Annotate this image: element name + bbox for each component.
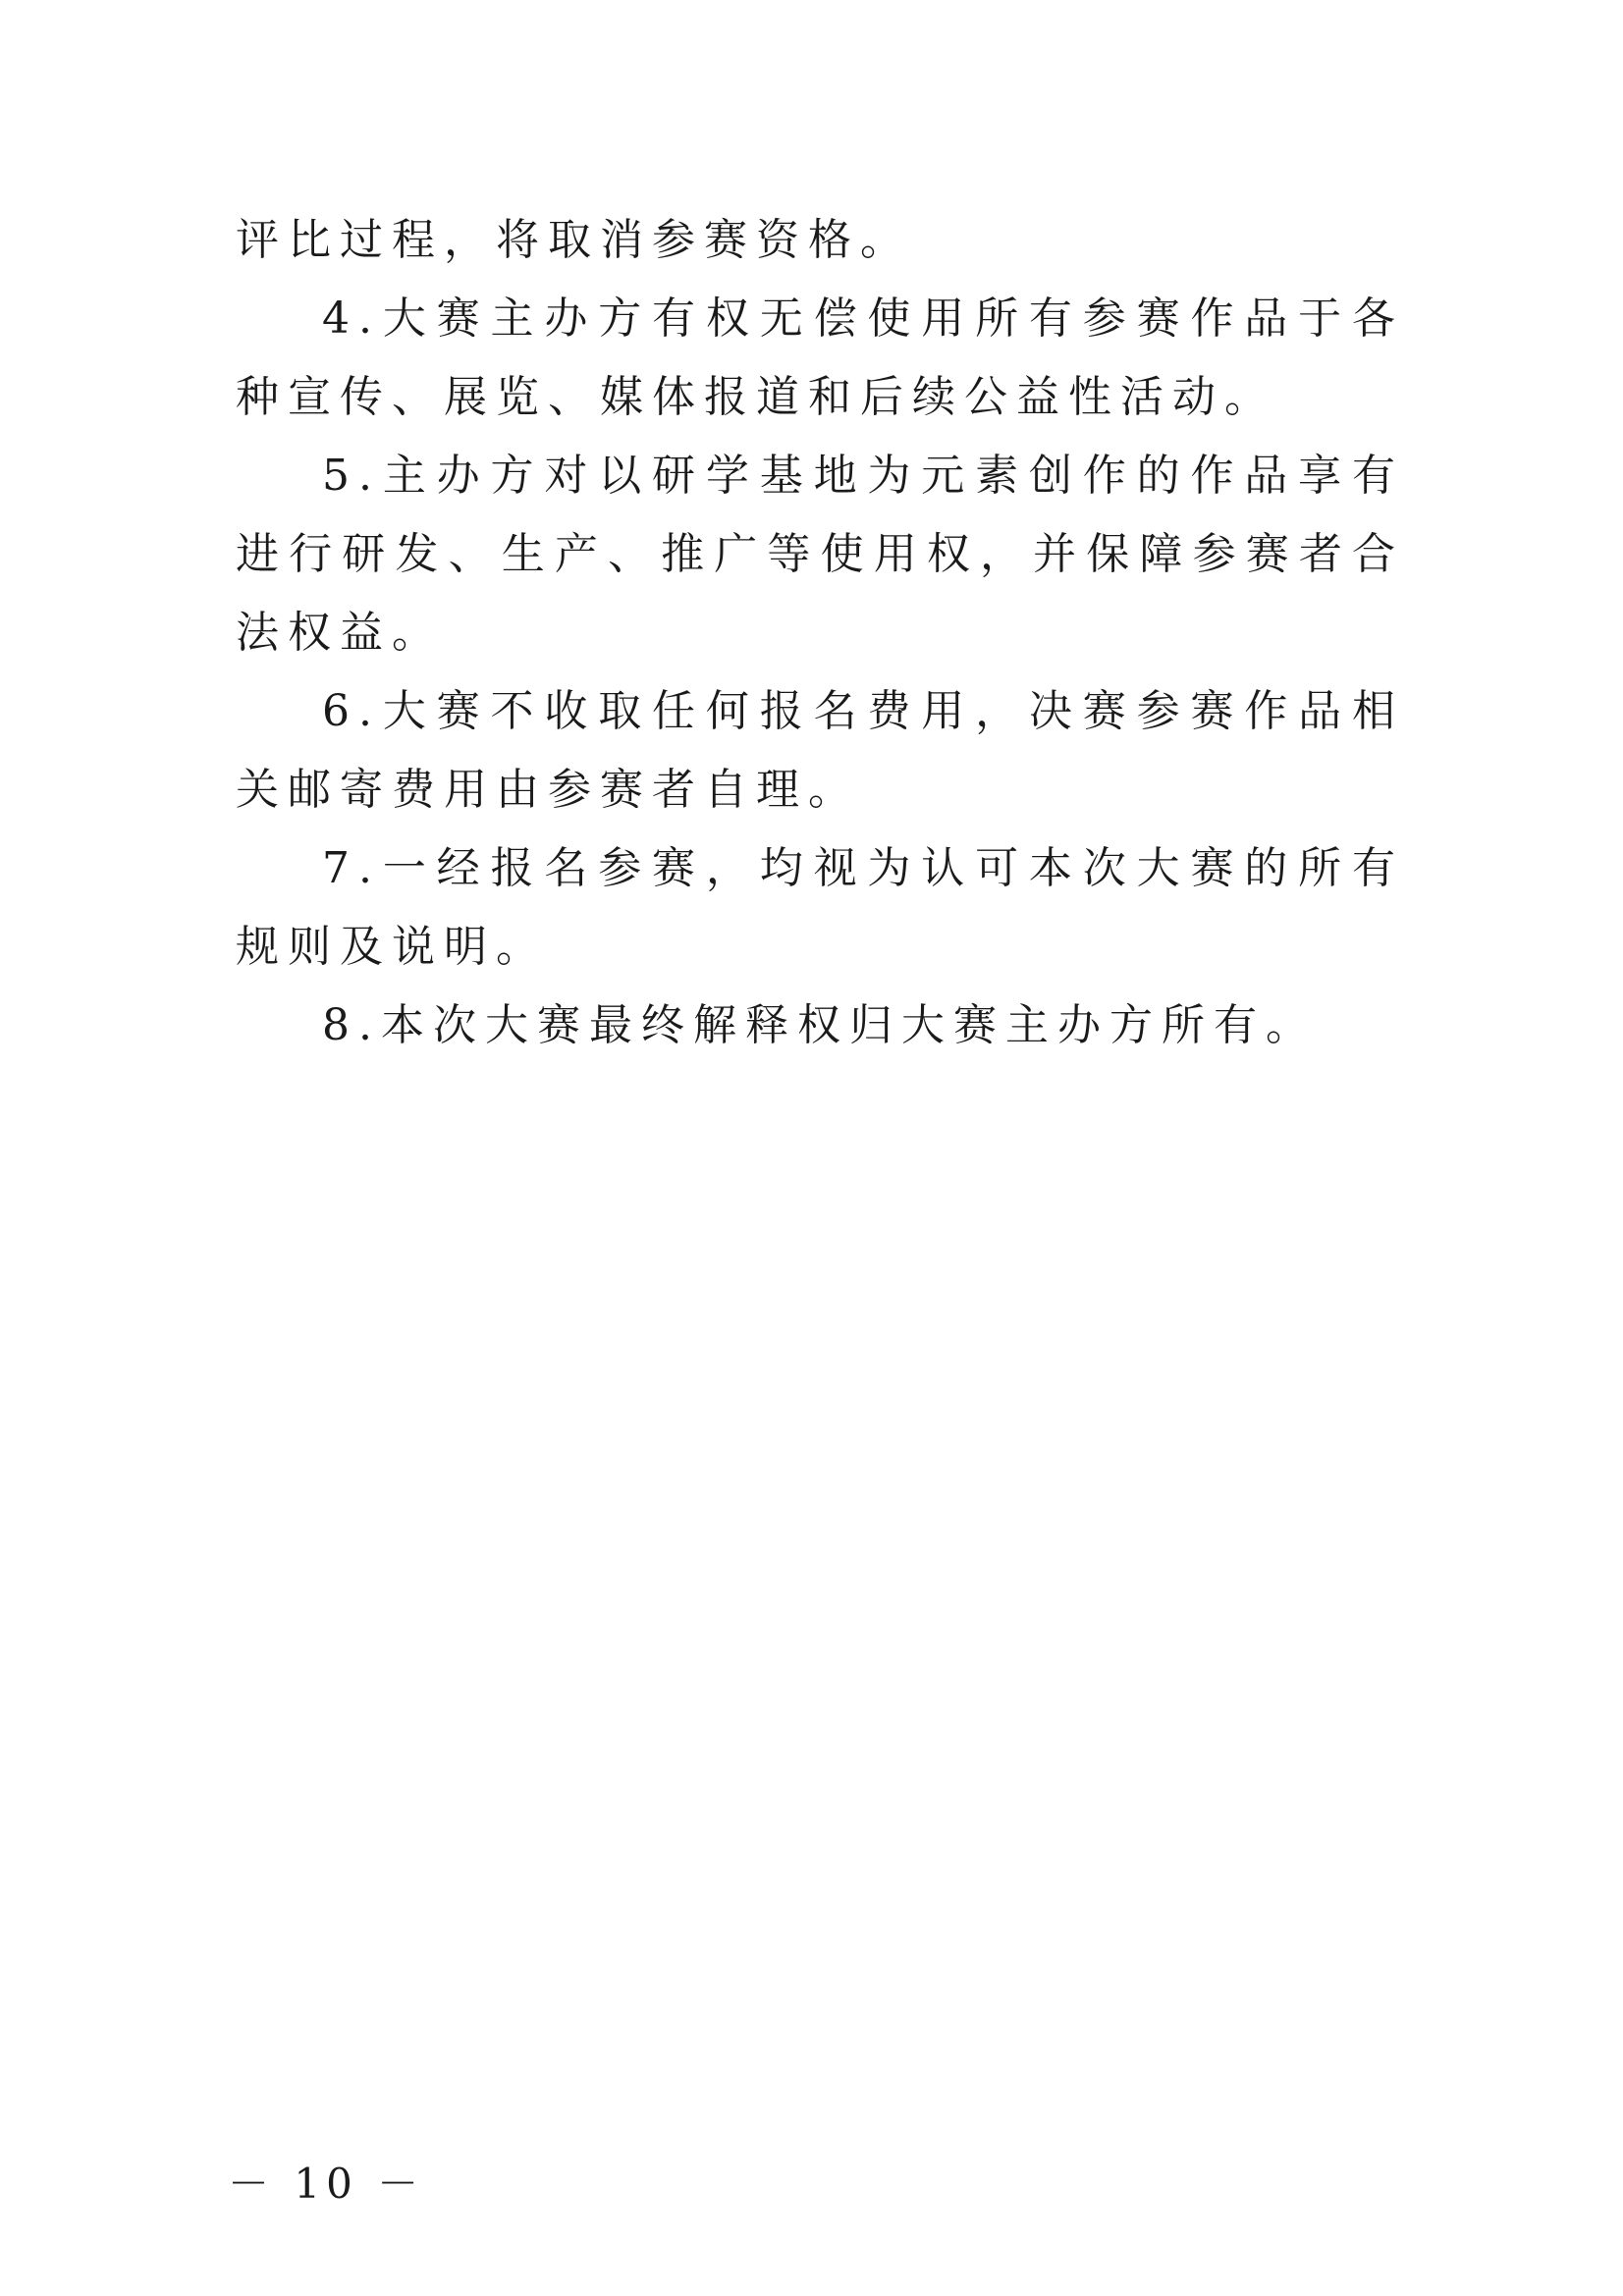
paragraph-continuation: 评比过程，将取消参赛资格。	[236, 215, 912, 265]
paragraph-item-8: 8.本次大赛最终解释权归大赛主办方所有。	[322, 1000, 1318, 1050]
paragraph-item-6: 6.大赛不收取任何报名费用，决赛参赛作品相关邮寄费用由参赛者自理。	[236, 686, 1404, 815]
paragraph-item-7: 7.一经报名参赛，均视为认可本次大赛的所有规则及说明。	[236, 843, 1404, 972]
page-number: － 10 －	[228, 2160, 425, 2208]
paragraph-item-5: 5.主办方对以研学基地为元素创作的作品享有进行研发、生产、推广等使用权，并保障参赛者合法权益。	[236, 451, 1404, 658]
body-text	[236, 201, 1404, 1065]
paragraph-item-4: 4.大赛主办方有权无偿使用所有参赛作品于各种宣传、展览、媒体报道和后续公益性活动。	[236, 294, 1404, 422]
